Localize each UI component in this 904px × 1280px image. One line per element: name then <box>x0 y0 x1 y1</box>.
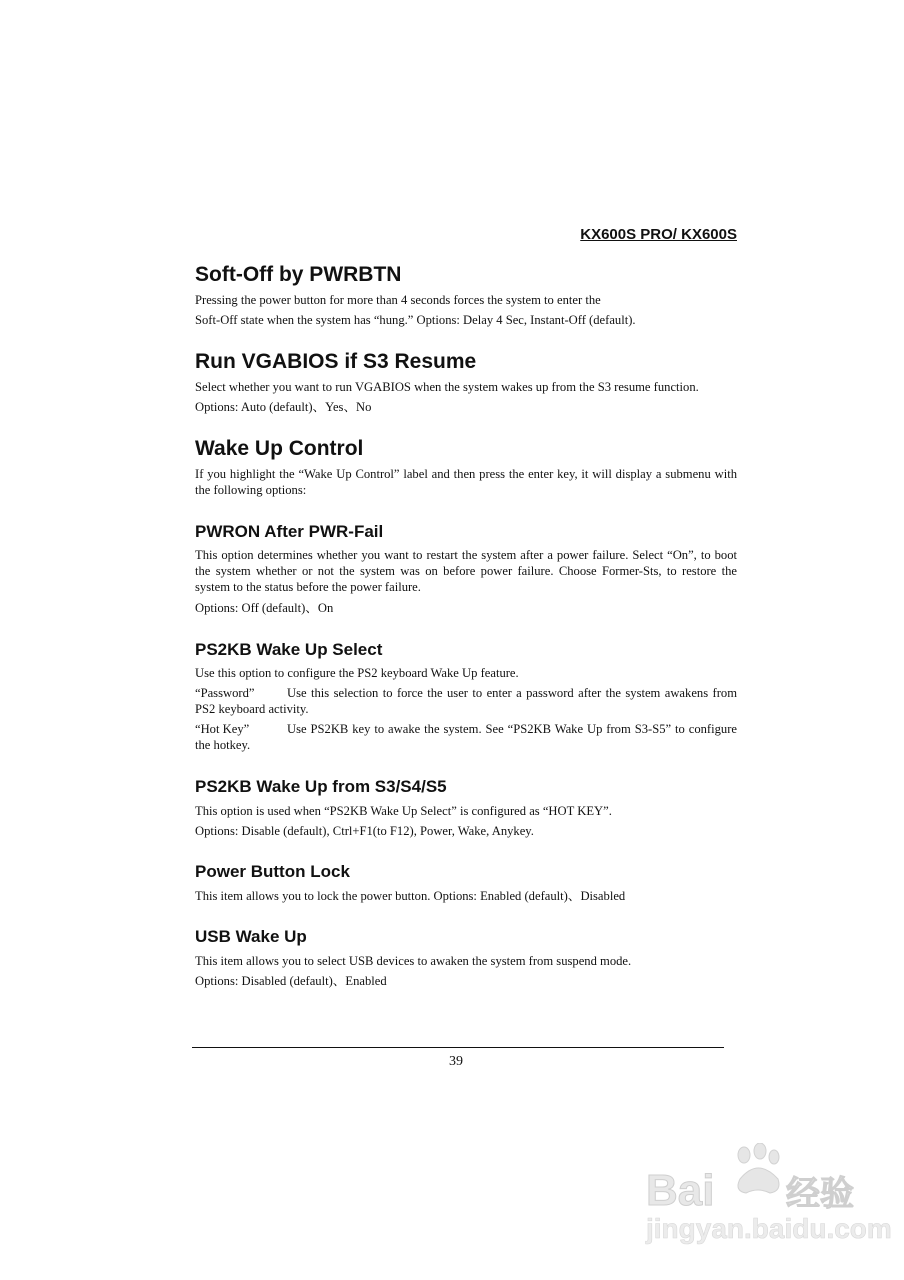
vgabios-options: Options: Auto (default)、Yes、No <box>195 400 372 414</box>
password-tag: “Password” <box>195 686 255 700</box>
page-number: 39 <box>449 1054 463 1069</box>
subsection-title-ps2kb-from: PS2KB Wake Up from S3/S4/S5 <box>195 777 447 796</box>
svg-text:经验: 经验 <box>786 1175 854 1213</box>
footer-divider <box>192 1047 724 1048</box>
subsection-title-ps2kb-select: PS2KB Wake Up Select <box>195 640 383 659</box>
watermark-url: jingyan.baidu.com <box>646 1213 892 1244</box>
subsection-title-usb-wake: USB Wake Up <box>195 927 307 946</box>
usb-wake-options: Options: Disabled (default)、Enabled <box>195 974 387 988</box>
usb-wake-line-1: This item allows you to select USB devices to awaken the system from suspend mode. <box>195 954 632 968</box>
document-header-model: KX600S PRO/ KX600S <box>580 226 737 243</box>
baidu-logo-icon <box>646 1143 886 1213</box>
ps2kb-select-intro: Use this option to configure the PS2 keyboard Wake Up feature. <box>195 666 519 680</box>
baidu-watermark <box>646 1143 892 1271</box>
ps2kb-from-line-1: This option is used when “PS2KB Wake Up Select” is configured as “HOT KEY”. <box>195 804 612 818</box>
soft-off-line-1: Pressing the power button for more than 4 seconds forces the system to enter the <box>195 293 601 307</box>
soft-off-line-2: Soft-Off state when the system has “hung.” Options: Delay 4 Sec, Instant-Off (default). <box>195 313 636 327</box>
password-desc: Use this selection to force the user to enter a password after the system awakens from PS2 keyboard activity. <box>195 686 737 716</box>
pwron-body: This option determines whether you want to restart the system after a power failure. Select “On”, to boot the system whether or not the system was on before power failure. Choose Former-Sts, to restore the system to the status before the power failure. <box>195 548 737 594</box>
section-title-wake-up-control: Wake Up Control <box>195 437 364 460</box>
hotkey-desc: Use PS2KB key to awake the system. See “PS2KB Wake Up from S3-S5” to configure the hotkey. <box>195 722 737 752</box>
hotkey-tag: “Hot Key” <box>195 722 250 736</box>
section-title-soft-off: Soft-Off by PWRBTN <box>195 263 402 286</box>
vgabios-line-1: Select whether you want to run VGABIOS when the system wakes up from the S3 resume function. <box>195 380 699 394</box>
svg-text:Bai: Bai <box>646 1166 715 1213</box>
wake-up-control-body: If you highlight the “Wake Up Control” label and then press the enter key, it will display a submenu with the following options: <box>195 467 737 497</box>
pwron-options: Options: Off (default)、On <box>195 601 334 615</box>
power-lock-line-1: This item allows you to lock the power button. Options: Enabled (default)、Disabled <box>195 889 626 903</box>
subsection-title-pwron: PWRON After PWR-Fail <box>195 522 384 541</box>
ps2kb-password-option <box>195 685 737 717</box>
section-title-vgabios: Run VGABIOS if S3 Resume <box>195 350 477 373</box>
subsection-title-power-lock: Power Button Lock <box>195 862 350 881</box>
ps2kb-hotkey-option <box>195 721 737 753</box>
ps2kb-from-options: Options: Disable (default), Ctrl+F1(to F12), Power, Wake, Anykey. <box>195 824 534 838</box>
